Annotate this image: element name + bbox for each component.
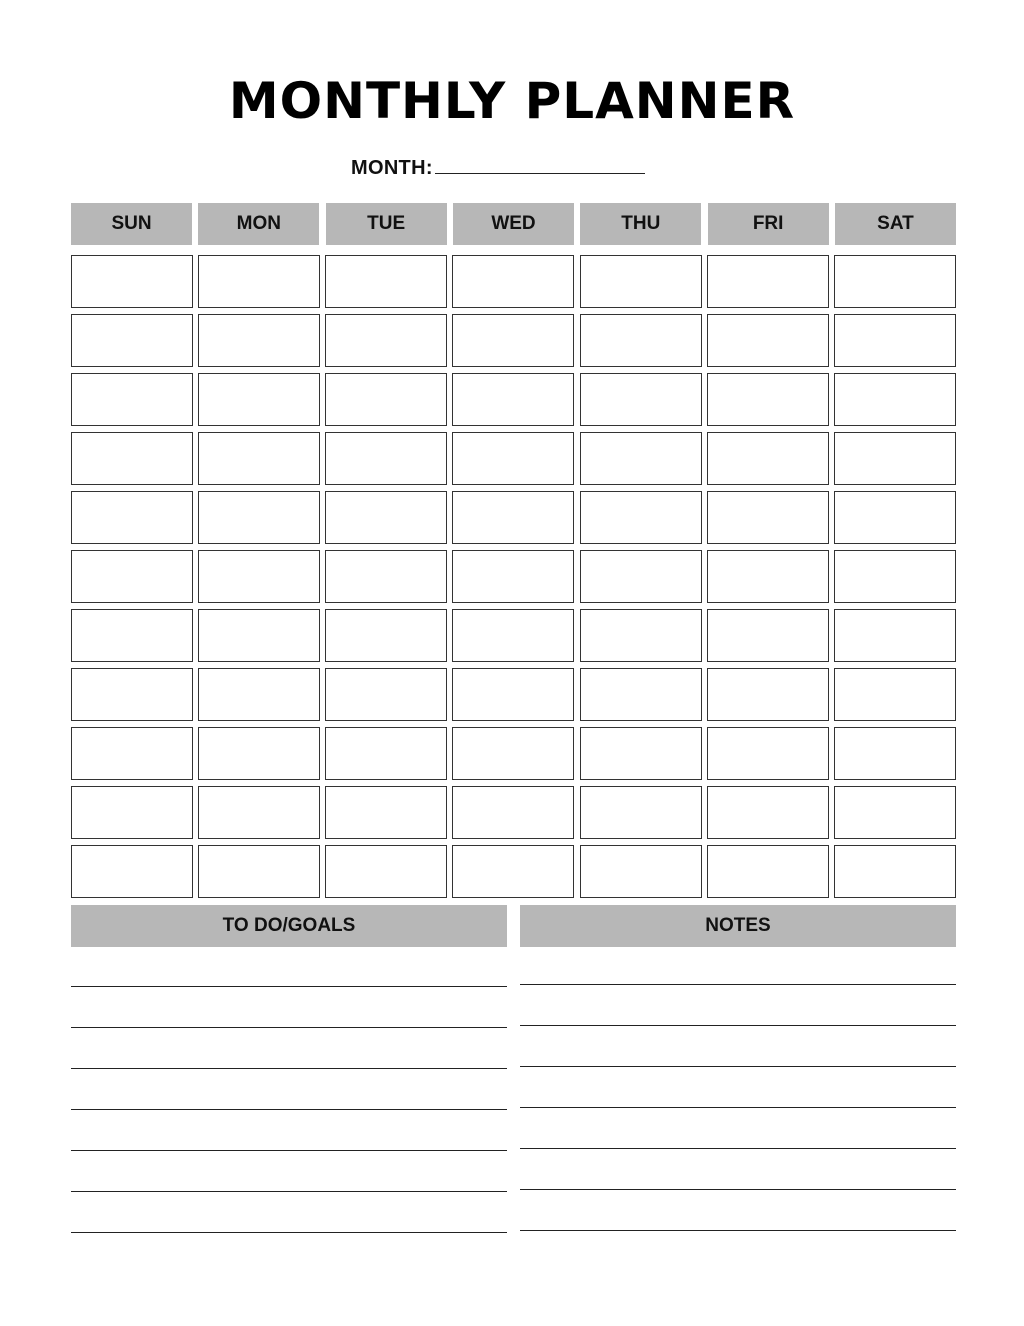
calendar-cell[interactable] — [452, 845, 574, 898]
todo-line[interactable] — [71, 986, 507, 987]
calendar-cell[interactable] — [707, 668, 829, 721]
calendar-cell[interactable] — [834, 373, 956, 426]
todo-goals-header: TO DO/GOALS — [71, 905, 507, 947]
calendar-cell[interactable] — [580, 727, 702, 780]
calendar-cell[interactable] — [707, 255, 829, 308]
calendar-cell[interactable] — [71, 491, 193, 544]
notes-line[interactable] — [520, 1148, 956, 1149]
calendar-cell[interactable] — [325, 255, 447, 308]
weekday-header-mon: MON — [198, 203, 319, 245]
notes-line[interactable] — [520, 1025, 956, 1026]
calendar-cell[interactable] — [325, 786, 447, 839]
calendar-row — [71, 373, 956, 426]
calendar-cell[interactable] — [71, 609, 193, 662]
page-title: MONTHLY PLANNER — [228, 72, 796, 130]
calendar-cell[interactable] — [707, 550, 829, 603]
calendar-cell[interactable] — [580, 668, 702, 721]
calendar-cell[interactable] — [834, 668, 956, 721]
calendar-cell[interactable] — [834, 314, 956, 367]
calendar-cell[interactable] — [325, 668, 447, 721]
weekday-header-sat: SAT — [835, 203, 956, 245]
notes-line[interactable] — [520, 1066, 956, 1067]
weekday-header-tue: TUE — [326, 203, 447, 245]
calendar-row — [71, 668, 956, 721]
weekday-header-fri: FRI — [708, 203, 829, 245]
calendar-cell[interactable] — [71, 255, 193, 308]
calendar-cell[interactable] — [71, 845, 193, 898]
calendar-cell[interactable] — [452, 255, 574, 308]
todo-line[interactable] — [71, 1027, 507, 1028]
calendar-row — [71, 550, 956, 603]
calendar-cell[interactable] — [325, 550, 447, 603]
calendar-row — [71, 786, 956, 839]
todo-line[interactable] — [71, 1191, 507, 1192]
weekday-header-row — [71, 203, 956, 245]
calendar-cell[interactable] — [452, 668, 574, 721]
calendar-cell[interactable] — [452, 727, 574, 780]
calendar-cell[interactable] — [707, 432, 829, 485]
calendar-cell[interactable] — [198, 255, 320, 308]
calendar-cell[interactable] — [580, 609, 702, 662]
calendar-cell[interactable] — [834, 432, 956, 485]
calendar-cell[interactable] — [452, 550, 574, 603]
calendar-cell[interactable] — [325, 609, 447, 662]
calendar-cell[interactable] — [580, 550, 702, 603]
calendar-cell[interactable] — [198, 550, 320, 603]
notes-header: NOTES — [520, 905, 956, 947]
calendar-cell[interactable] — [325, 727, 447, 780]
month-field — [351, 152, 645, 180]
calendar-cell[interactable] — [580, 491, 702, 544]
calendar-cell[interactable] — [707, 786, 829, 839]
calendar-cell[interactable] — [834, 786, 956, 839]
calendar-cell[interactable] — [71, 373, 193, 426]
calendar-cell[interactable] — [198, 845, 320, 898]
calendar-cell[interactable] — [580, 432, 702, 485]
calendar-cell[interactable] — [834, 845, 956, 898]
calendar-cell[interactable] — [707, 314, 829, 367]
calendar-cell[interactable] — [707, 609, 829, 662]
calendar-cell[interactable] — [580, 255, 702, 308]
calendar-grid — [71, 255, 956, 904]
calendar-cell[interactable] — [71, 786, 193, 839]
calendar-cell[interactable] — [198, 727, 320, 780]
calendar-cell[interactable] — [325, 373, 447, 426]
calendar-cell[interactable] — [198, 668, 320, 721]
calendar-cell[interactable] — [198, 609, 320, 662]
notes-line[interactable] — [520, 1189, 956, 1190]
calendar-cell[interactable] — [198, 786, 320, 839]
calendar-cell[interactable] — [452, 373, 574, 426]
weekday-header-thu: THU — [580, 203, 701, 245]
calendar-cell[interactable] — [325, 845, 447, 898]
calendar-cell[interactable] — [198, 373, 320, 426]
calendar-cell[interactable] — [71, 550, 193, 603]
todo-line[interactable] — [71, 1150, 507, 1151]
calendar-cell[interactable] — [452, 314, 574, 367]
calendar-row — [71, 491, 956, 544]
month-input-line[interactable] — [435, 173, 645, 174]
calendar-cell[interactable] — [452, 786, 574, 839]
calendar-cell[interactable] — [452, 432, 574, 485]
month-label: MONTH: — [351, 157, 433, 179]
calendar-cell[interactable] — [707, 373, 829, 426]
calendar-cell[interactable] — [707, 491, 829, 544]
calendar-row — [71, 432, 956, 485]
calendar-cell[interactable] — [834, 727, 956, 780]
calendar-row — [71, 609, 956, 662]
notes-line[interactable] — [520, 984, 956, 985]
calendar-cell[interactable] — [834, 609, 956, 662]
calendar-cell[interactable] — [580, 373, 702, 426]
calendar-cell[interactable] — [198, 432, 320, 485]
calendar-cell[interactable] — [452, 491, 574, 544]
notes-line[interactable] — [520, 1230, 956, 1231]
todo-goals-lines — [71, 986, 507, 1273]
calendar-cell[interactable] — [325, 314, 447, 367]
calendar-cell[interactable] — [71, 314, 193, 367]
calendar-cell[interactable] — [198, 491, 320, 544]
weekday-header-sun: SUN — [71, 203, 192, 245]
calendar-cell[interactable] — [834, 491, 956, 544]
calendar-cell[interactable] — [580, 314, 702, 367]
calendar-cell[interactable] — [834, 550, 956, 603]
calendar-cell[interactable] — [71, 727, 193, 780]
calendar-row — [71, 314, 956, 367]
calendar-cell[interactable] — [325, 491, 447, 544]
weekday-header-wed: WED — [453, 203, 574, 245]
calendar-cell[interactable] — [452, 609, 574, 662]
notes-lines — [520, 984, 956, 1271]
calendar-cell[interactable] — [71, 432, 193, 485]
calendar-row — [71, 845, 956, 898]
calendar-cell[interactable] — [71, 668, 193, 721]
calendar-cell[interactable] — [707, 727, 829, 780]
notes-line[interactable] — [520, 1107, 956, 1108]
todo-line[interactable] — [71, 1068, 507, 1069]
calendar-cell[interactable] — [707, 845, 829, 898]
calendar-cell[interactable] — [198, 314, 320, 367]
todo-line[interactable] — [71, 1232, 507, 1233]
calendar-cell[interactable] — [580, 786, 702, 839]
calendar-row — [71, 255, 956, 308]
calendar-row — [71, 727, 956, 780]
calendar-cell[interactable] — [580, 845, 702, 898]
calendar-cell[interactable] — [325, 432, 447, 485]
todo-line[interactable] — [71, 1109, 507, 1110]
calendar-cell[interactable] — [834, 255, 956, 308]
